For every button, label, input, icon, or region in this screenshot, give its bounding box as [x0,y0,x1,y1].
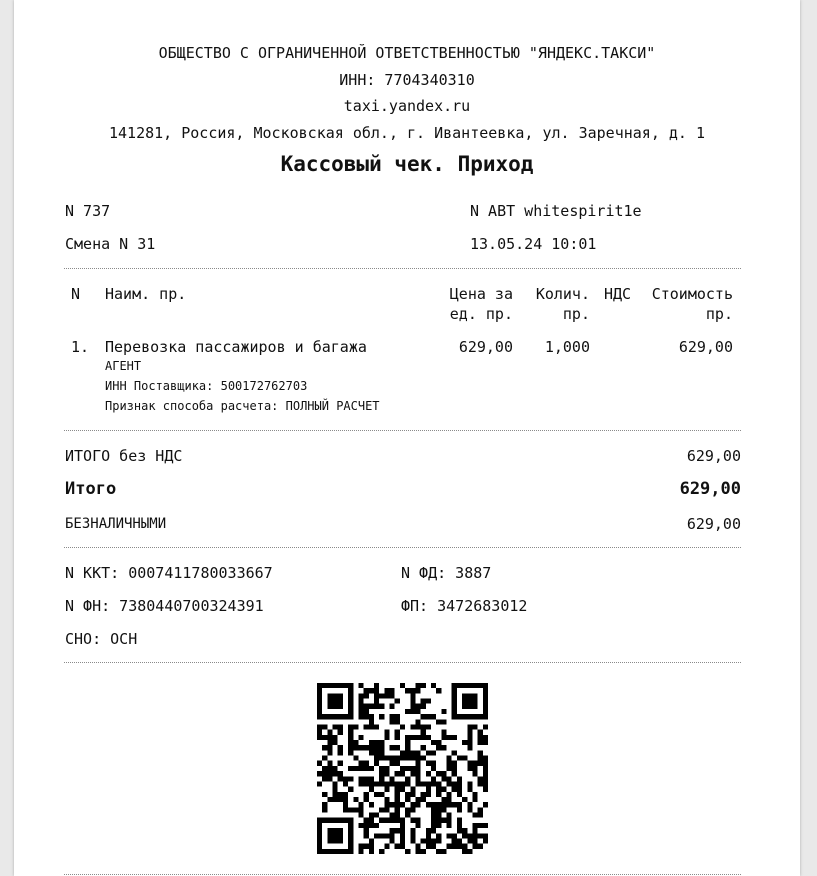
col-header-price-2: ед. пр. [449,305,513,323]
item-price: 629,00 [458,338,513,356]
col-header-cost-1: Стоимость [651,285,733,303]
shift-number: Смена N 31 [65,235,156,253]
divider [64,268,741,269]
total-value: 629,00 [679,479,741,499]
divider [64,547,741,548]
receipt-title: Кассовый чек. Приход [280,152,534,176]
fp-number: ФП: 3472683012 [401,597,528,615]
cashless-value: 629,00 [686,515,741,533]
company-name: ОБЩЕСТВО С ОГРАНИЧЕННОЙ ОТВЕТСТВЕННОСТЬЮ "ЯНДЕКС.ТАКСИ" [158,44,656,62]
cashless-label: БЕЗНАЛИЧНЫМИ [65,516,167,532]
item-cost: 629,00 [678,338,733,356]
total-no-vat-value: 629,00 [686,447,741,465]
company-address: 141281, Россия, Московская обл., г. Ивантеевка, ул. Заречная, д. 1 [108,124,706,142]
company-inn: ИНН: 7704340310 [339,71,475,89]
divider [64,662,741,663]
total-no-vat-label: ИТОГО без НДС [65,447,183,465]
item-agent: АГЕНТ [105,359,142,373]
col-header-qty-1: Колич. [535,285,590,303]
divider [64,874,741,875]
item-number: 1. [71,338,90,356]
fn-number: N ФН: 7380440700324391 [65,597,264,615]
col-header-price-1: Цена за [449,285,513,303]
col-header-qty-2: пр. [562,305,590,323]
divider [64,430,741,431]
item-name: Перевозка пассажиров и багажа [105,338,367,356]
kkt-number: N ККТ: 0007411780033667 [65,564,273,582]
receipt-page [14,0,800,876]
col-header-vat: НДС [604,285,632,303]
total-label: Итого [65,479,117,499]
col-header-name: Наим. пр. [105,285,187,303]
company-site: taxi.yandex.ru [343,97,471,115]
fd-number: N ФД: 3887 [401,564,492,582]
receipt-number: N 737 [65,202,111,220]
qr-code-icon [317,683,488,854]
avt-number: N АВТ whitespirit1e [470,202,642,220]
item-qty: 1,000 [544,338,590,356]
col-header-n: N [71,285,81,303]
receipt-datetime: 13.05.24 10:01 [470,235,597,253]
col-header-cost-2: пр. [705,305,733,323]
item-supplier-inn: ИНН Поставщика: 500172762703 [105,379,308,393]
sno: СНО: ОСН [65,630,138,648]
item-payment-method: Признак способа расчета: ПОЛНЫЙ РАСЧЕТ [105,399,380,413]
